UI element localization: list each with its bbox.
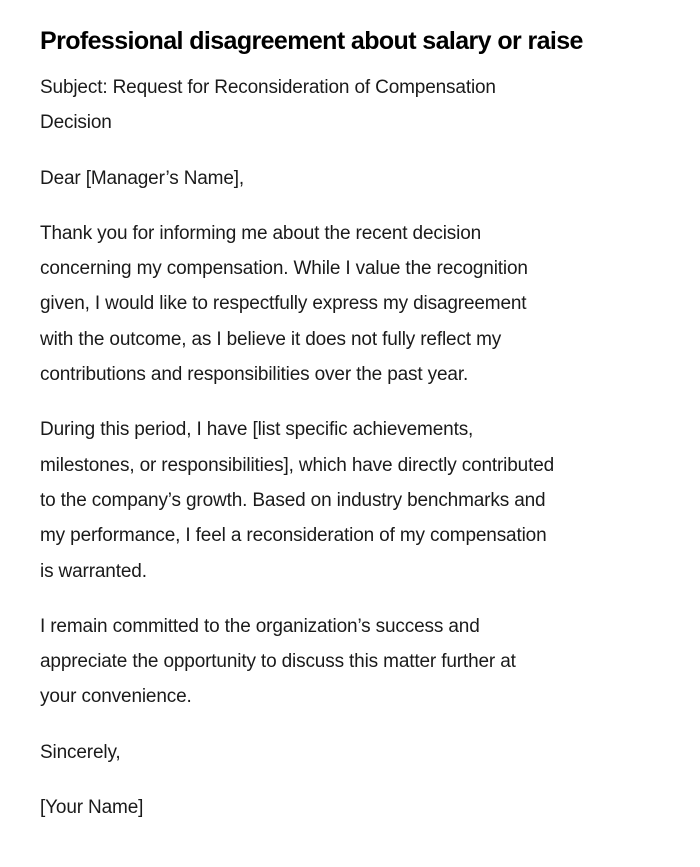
paragraph-line: contributions and responsibilities over the past year.: [40, 364, 469, 386]
paragraph-line: given, I would like to respectfully express my disagreement: [40, 293, 527, 315]
paragraph-line: appreciate the opportunity to discuss this matter further at: [40, 651, 516, 673]
paragraph-line: concerning my compensation. While I value the recognition: [40, 258, 528, 280]
paragraph-line: is warranted.: [40, 560, 147, 582]
salutation-line: Dear [Manager’s Name],: [40, 167, 245, 189]
salutation: [40, 161, 660, 196]
paragraph-line: your convenience.: [40, 686, 192, 708]
body-paragraph-achievements: [40, 412, 660, 588]
paragraph-line: I remain committed to the organization’s success and: [40, 615, 480, 637]
closing: [40, 735, 660, 770]
paragraph-line: with the outcome, as I believe it does not fully reflect my: [40, 328, 502, 350]
signature-line: [Your Name]: [40, 797, 144, 819]
paragraph-line: milestones, or responsibilities], which have directly contributed: [40, 454, 555, 476]
paragraph-line: Thank you for informing me about the recent decision: [40, 222, 482, 244]
subject-line-1: Subject: Request for Reconsideration of Compensation: [40, 77, 496, 98]
body-paragraph-commitment: [40, 609, 660, 715]
document-title: Professional disagreement about salary or raise: [40, 27, 583, 55]
subject-line: [40, 70, 660, 141]
paragraph-line: to the company’s growth. Based on industry benchmarks and: [40, 489, 546, 511]
paragraph-line: During this period, I have [list specific achievements,: [40, 419, 474, 441]
body-paragraph-intro: [40, 216, 660, 392]
closing-line: Sincerely,: [40, 741, 121, 763]
subject-line-2: Decision: [40, 112, 112, 134]
paragraph-line: my performance, I feel a reconsideration of my compensation: [40, 525, 547, 547]
signature: [40, 790, 660, 825]
